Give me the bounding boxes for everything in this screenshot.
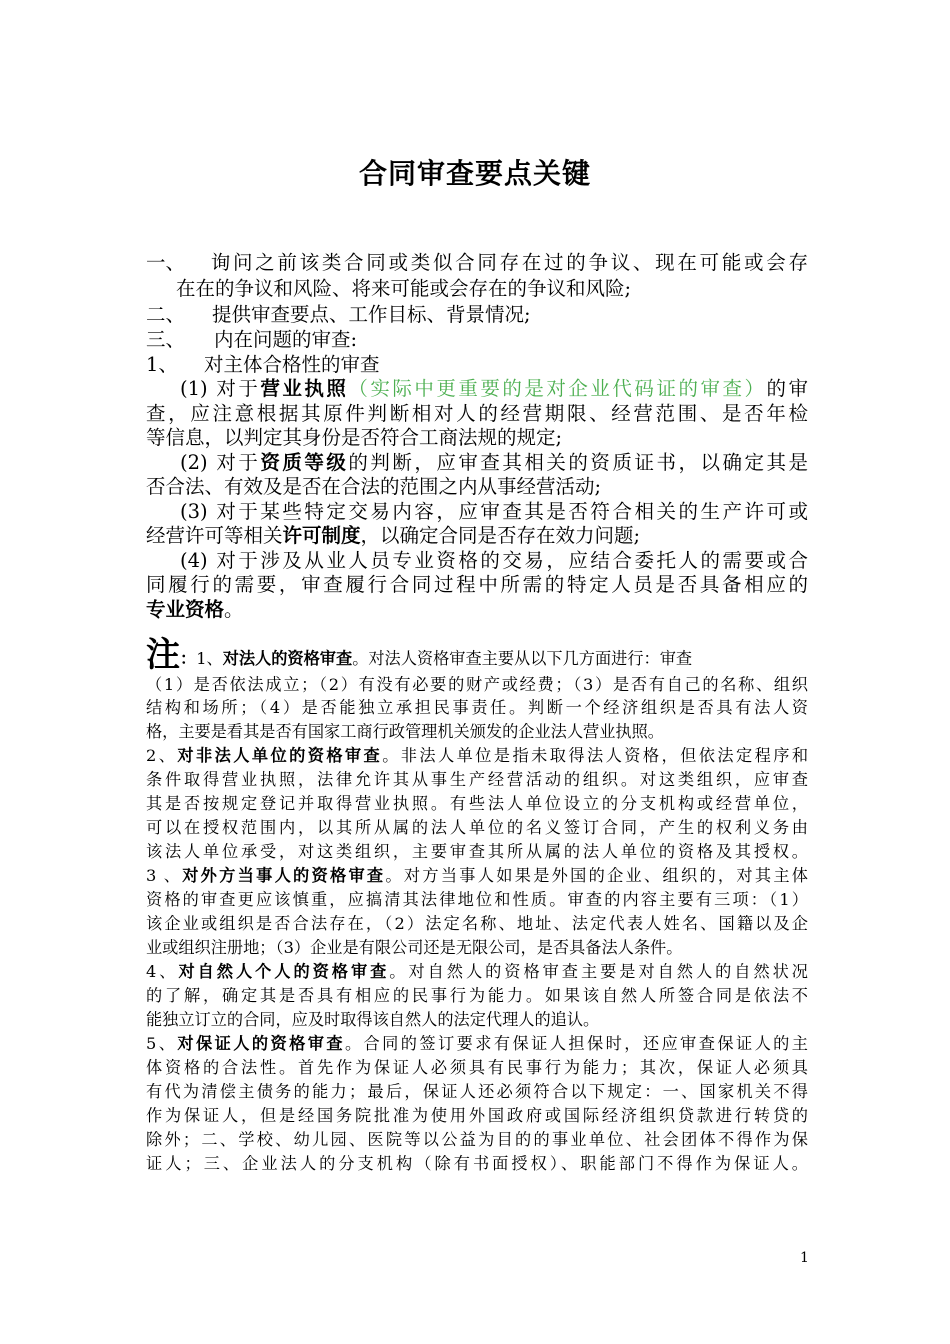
note-5-line-6: 证人；三、企业法人的分支机构（除有书面授权）、职能部门不得作为保证人。	[146, 1154, 808, 1173]
section-3-text: 内在问题的审查:	[214, 328, 358, 351]
note-2-line-2: 条件取得营业执照，法律允许其从事生产经营活动的组织。对这类组织，应审查	[146, 770, 808, 789]
note-2-line-1	[146, 745, 808, 767]
item-4-keyword: 专业资格	[146, 598, 225, 621]
subsection-1	[146, 352, 808, 378]
note-label: 注	[146, 635, 180, 675]
note-3-text: 。对方当事人如果是外国的企业、组织的，对其主体	[385, 866, 808, 885]
section-3-marker: 三、	[146, 328, 186, 351]
item-1-line-1	[180, 376, 808, 402]
note-4-line-3: 能独立订立的合同，应及时取得该自然人的法定代理人的追认。	[146, 1010, 600, 1029]
item-3-text-a: 经营许可等相关	[146, 524, 283, 547]
note-1-line-2: （1）是否依法成立；（2）有没有必要的财产或经费；（3）是否有自己的名称、组织	[146, 675, 808, 694]
item-2-text: 的判断，应审查其相关的资质证书，以确定其是	[348, 451, 808, 474]
item-1-suffix: 的审	[766, 377, 808, 400]
note-5-heading: 对保证人的资格审查	[177, 1034, 345, 1053]
note-2-line-4: 可以在授权范围内，以其所从属的法人单位的名义签订合同，产生的权利义务由	[146, 818, 808, 837]
item-2-line-2: 否合法、有效及是否在合法的范围之内从事经营活动;	[146, 475, 602, 498]
note-1-line-4: 格，主要是看其是否有国家工商行政管理机关颁发的企业法人营业执照。	[146, 722, 664, 741]
item-4-line-2: 同履行的需要，审查履行合同过程中所需的特定人员是否具备相应的	[146, 573, 808, 596]
item-1-keyword: 营业执照	[260, 377, 349, 400]
note-1-heading: 对法人的资格审查	[222, 649, 353, 668]
note-1-marker: 1、	[196, 649, 223, 668]
page-number: 1	[800, 1250, 809, 1266]
item-2-line-1	[180, 450, 808, 476]
item-2-prefix: (2) 对于	[180, 451, 261, 474]
section-3	[146, 327, 808, 353]
item-4-line-3	[146, 597, 808, 623]
note-3-heading: 对外方当事人的资格审查	[182, 866, 386, 885]
item-4-end: 。	[224, 598, 244, 621]
note-2-marker: 2、	[146, 746, 178, 765]
note-4-marker: 4、	[146, 962, 179, 981]
note-1-text: 。对法人资格审查主要从以下几方面进行：审查	[352, 649, 693, 668]
item-3-line-1: (3) 对于某些特定交易内容，应审查其是否符合相关的生产许可或	[180, 500, 808, 523]
note-1-line-1	[146, 635, 808, 675]
note-3-marker: 3 、	[146, 866, 183, 885]
note-2-line-5: 该法人单位承受，对这类组织，主要审查其所从属的法人单位的资格及其授权。	[146, 842, 808, 861]
section-1-marker: 一、	[146, 251, 186, 274]
item-4-line-1: (4) 对于涉及从业人员专业资格的交易，应结合委托人的需要或合	[180, 549, 808, 572]
item-1-prefix: (1) 对于	[180, 377, 261, 400]
note-4-line-1	[146, 961, 808, 983]
note-5-line-3: 有代为清偿主债务的能力；最后，保证人还必须符合以下规定：一、国家机关不得	[146, 1082, 808, 1101]
item-3-text-c: ，以确定合同是否存在效力问题;	[360, 524, 641, 547]
note-3-line-2: 资格的审查更应该慎重，应搞清其法律地位和性质。审查的内容主要有三项：（1）	[146, 890, 808, 909]
section-1-line-2: 在在的争议和风险、将来可能或会存在的争议和风险;	[176, 277, 632, 300]
note-2-heading: 对非法人单位的资格审查	[177, 746, 383, 765]
item-1-line-3: 等信息，以判定其身份是否符合工商法规的规定;	[146, 426, 563, 449]
note-3-line-1	[146, 865, 808, 887]
note-5-text: 。合同的签订要求有保证人担保时，还应审查保证人的主	[344, 1034, 808, 1053]
note-5-line-1	[146, 1033, 808, 1055]
section-2-marker: 二、	[146, 303, 186, 326]
subsection-1-text: 对主体合格性的审查	[204, 353, 380, 376]
note-5-line-2: 体资格的合法性。首先作为保证人必须具有民事行为能力；其次，保证人必须具	[146, 1058, 808, 1077]
note-4-text: 。对自然人的资格审查主要是对自然人的自然状况	[389, 962, 808, 981]
note-1-line-3: 结构和场所；（4）是否能独立承担民事责任。判断一个经济组织是否具有法人资	[146, 698, 808, 717]
note-4-line-2: 的了解，确定其是否具有相应的民事行为能力。如果该自然人所签合同是依法不	[146, 986, 808, 1005]
note-2-line-3: 其是否按规定登记并取得营业执照。有些法人单位设立的分支机构或经营单位，	[146, 794, 808, 813]
document-title: 合同审查要点关键	[358, 157, 591, 190]
item-2-keyword: 资质等级	[260, 451, 349, 474]
section-1-text-1: 询问之前该类合同或类似合同存在过的争议、现在可能或会存	[208, 251, 808, 274]
section-2	[146, 302, 808, 328]
item-1-line-2: 查，应注意根据其原件判断相对人的经营期限、经营范围、是否年检	[146, 402, 808, 425]
note-3-line-4: 业或组织注册地；（3）企业是有限公司还是无限公司，是否具备法人条件。	[146, 938, 683, 957]
note-colon: ：	[180, 649, 197, 668]
note-3-line-3: 该企业或组织是否合法存在，（2）法定名称、地址、法定代表人姓名、国籍以及企	[146, 914, 808, 933]
item-1-green-note: （实际中更重要的是对企业代码证的审查）	[348, 377, 767, 400]
note-5-line-4: 作为保证人，但是经国务院批准为使用外国政府或国际经济组织贷款进行转贷的	[146, 1106, 808, 1125]
subsection-1-marker: 1、	[146, 353, 178, 376]
item-3-line-2	[146, 523, 808, 549]
note-4-heading: 对自然人个人的资格审查	[178, 962, 390, 981]
note-5-marker: 5、	[146, 1034, 178, 1053]
section-2-text: 提供审查要点、工作目标、背景情况;	[212, 303, 531, 326]
note-2-text: 。非法人单位是指未取得法人资格，但依法定程序和	[382, 746, 809, 765]
item-3-keyword: 许可制度	[282, 524, 361, 547]
note-5-line-5: 除外；二、学校、幼儿园、医院等以公益为目的的事业单位、社会团体不得作为保	[146, 1130, 808, 1149]
section-1-line-1	[146, 250, 808, 276]
